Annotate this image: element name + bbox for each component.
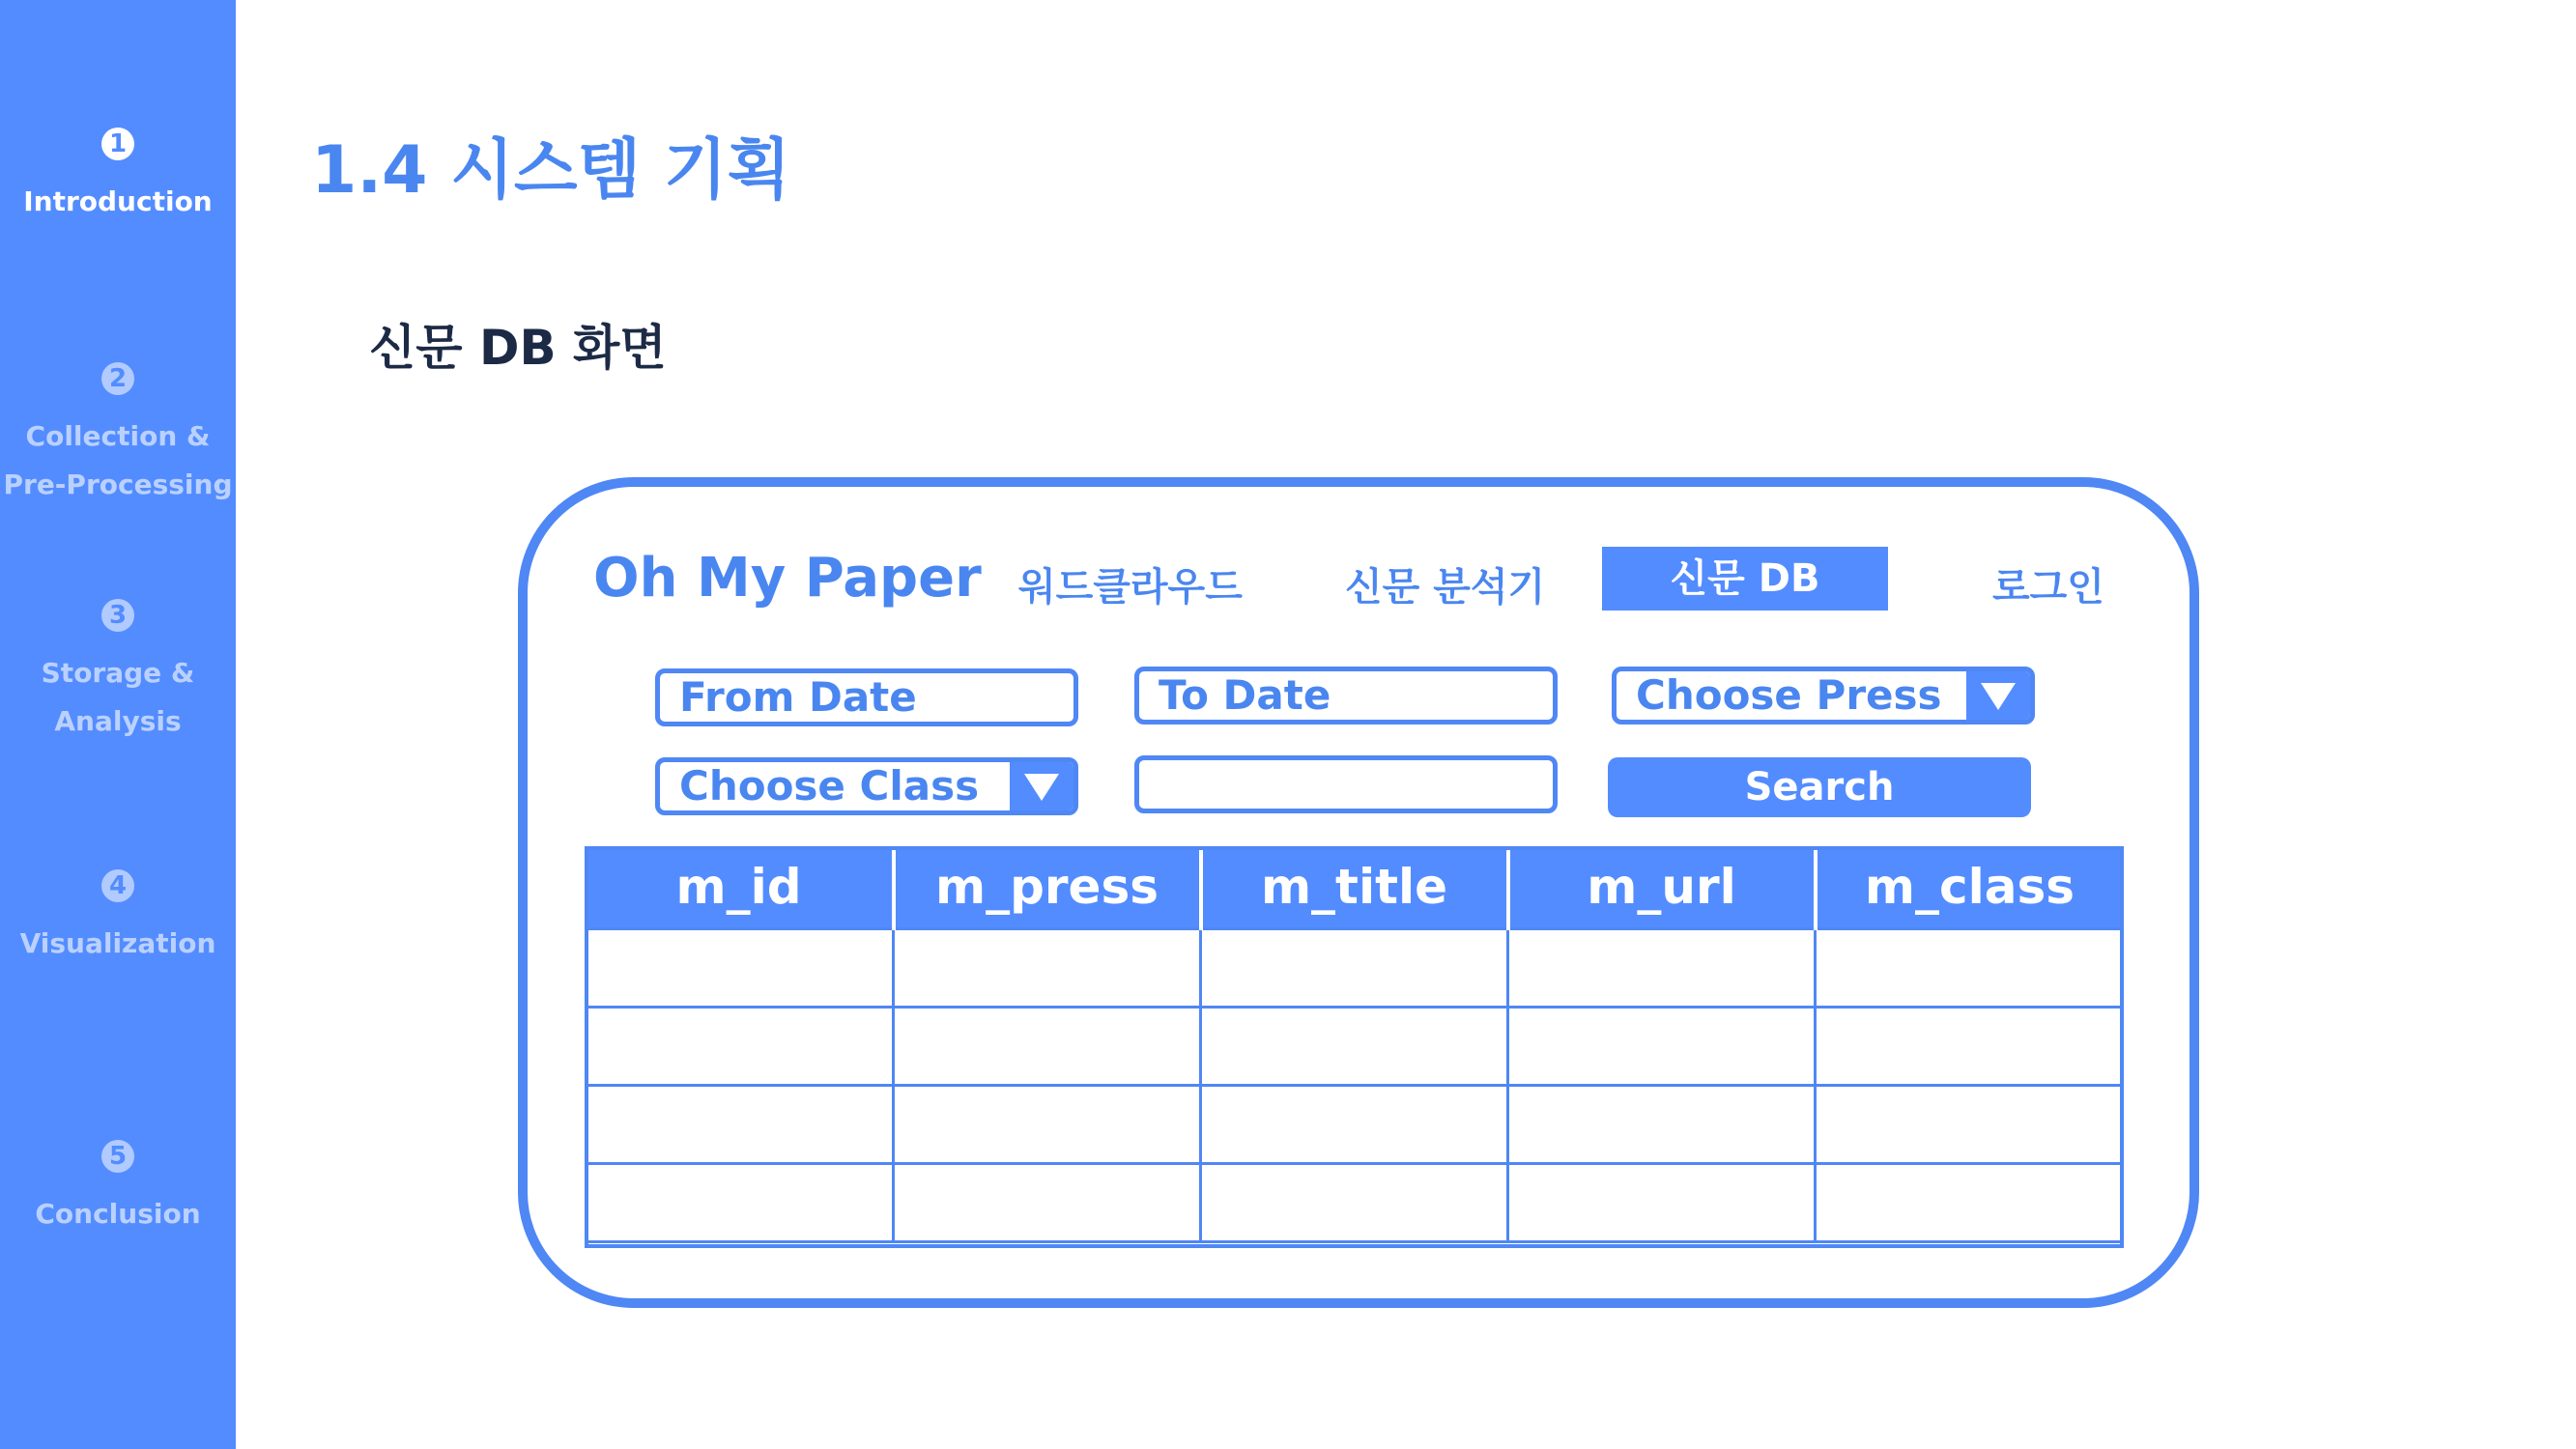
results-table (585, 846, 2124, 1243)
table-cell (1201, 1008, 1508, 1086)
table-cell (894, 929, 1201, 1008)
nav-item-conclusion[interactable] (0, 1140, 236, 1238)
nav-item-collection[interactable] (0, 362, 236, 509)
table-cell (894, 1086, 1201, 1164)
table-row[interactable] (587, 929, 2123, 1008)
column-header-m-class[interactable]: m_class (1816, 846, 2123, 929)
page-title: 1.4 시스템 기획 (311, 132, 791, 209)
section-subtitle: 신문 DB 화면 (369, 320, 667, 376)
table-cell (1816, 1008, 2123, 1086)
column-header-m-title[interactable]: m_title (1201, 846, 1508, 929)
nav-item-introduction[interactable] (0, 128, 236, 226)
chevron-down-icon[interactable] (1010, 762, 1073, 810)
table-cell (894, 1164, 1201, 1242)
table-cell (587, 1164, 894, 1242)
column-header-m-press[interactable]: m_press (894, 846, 1201, 929)
nav-number-badge: 1 (101, 128, 134, 160)
table-cell (894, 1008, 1201, 1086)
to-date-field[interactable]: To Date (1134, 667, 1558, 724)
menu-analyzer[interactable]: 신문 분석기 (1345, 565, 1546, 610)
menu-login[interactable]: 로그인 (1992, 565, 2104, 610)
nav-number-badge: 2 (101, 362, 134, 395)
choose-press-label: Choose Press (1636, 671, 1942, 719)
keyword-input[interactable] (1134, 755, 1558, 813)
nav-item-visualization[interactable] (0, 869, 236, 968)
brand-logo-text[interactable]: Oh My Paper (593, 547, 982, 610)
table-header-row (587, 846, 2123, 929)
table-cell (1201, 1164, 1508, 1242)
from-date-field[interactable]: From Date (655, 668, 1078, 726)
choose-class-label: Choose Class (679, 762, 980, 810)
choose-class-select[interactable] (655, 757, 1078, 815)
column-header-m-id[interactable]: m_id (587, 846, 894, 929)
menu-newspaper-db[interactable]: 신문 DB (1602, 547, 1888, 611)
table-cell (1816, 1086, 2123, 1164)
nav-number-badge: 5 (101, 1140, 134, 1173)
table-cell (587, 929, 894, 1008)
table-cell (1508, 1008, 1816, 1086)
table-cell (1201, 1086, 1508, 1164)
nav-item-storage[interactable] (0, 599, 236, 746)
nav-label: Conclusion (35, 1198, 201, 1230)
table-cell (1508, 1164, 1816, 1242)
table-cell (587, 1086, 894, 1164)
table-row[interactable] (587, 1086, 2123, 1164)
menu-wordcloud[interactable]: 워드클라우드 (1018, 565, 1243, 610)
nav-label: Collection & Pre-Processing (3, 420, 233, 500)
sidebar (0, 0, 236, 1449)
table-row[interactable] (587, 1164, 2123, 1242)
choose-press-select[interactable] (1612, 667, 2035, 724)
table-cell (1816, 929, 2123, 1008)
table-cell (1816, 1164, 2123, 1242)
table-cell (1201, 929, 1508, 1008)
chevron-down-icon[interactable] (1966, 671, 2030, 720)
table-cell (587, 1008, 894, 1086)
nav-label: Visualization (19, 927, 216, 959)
nav-label: Storage & Analysis (41, 657, 195, 737)
table-row[interactable] (587, 1008, 2123, 1086)
search-button[interactable]: Search (1608, 757, 2031, 817)
column-header-m-url[interactable]: m_url (1508, 846, 1816, 929)
table-cell (1508, 929, 1816, 1008)
nav-label: Introduction (23, 185, 213, 217)
nav-number-badge: 4 (101, 869, 134, 902)
table-cell (1508, 1086, 1816, 1164)
nav-number-badge: 3 (101, 599, 134, 632)
